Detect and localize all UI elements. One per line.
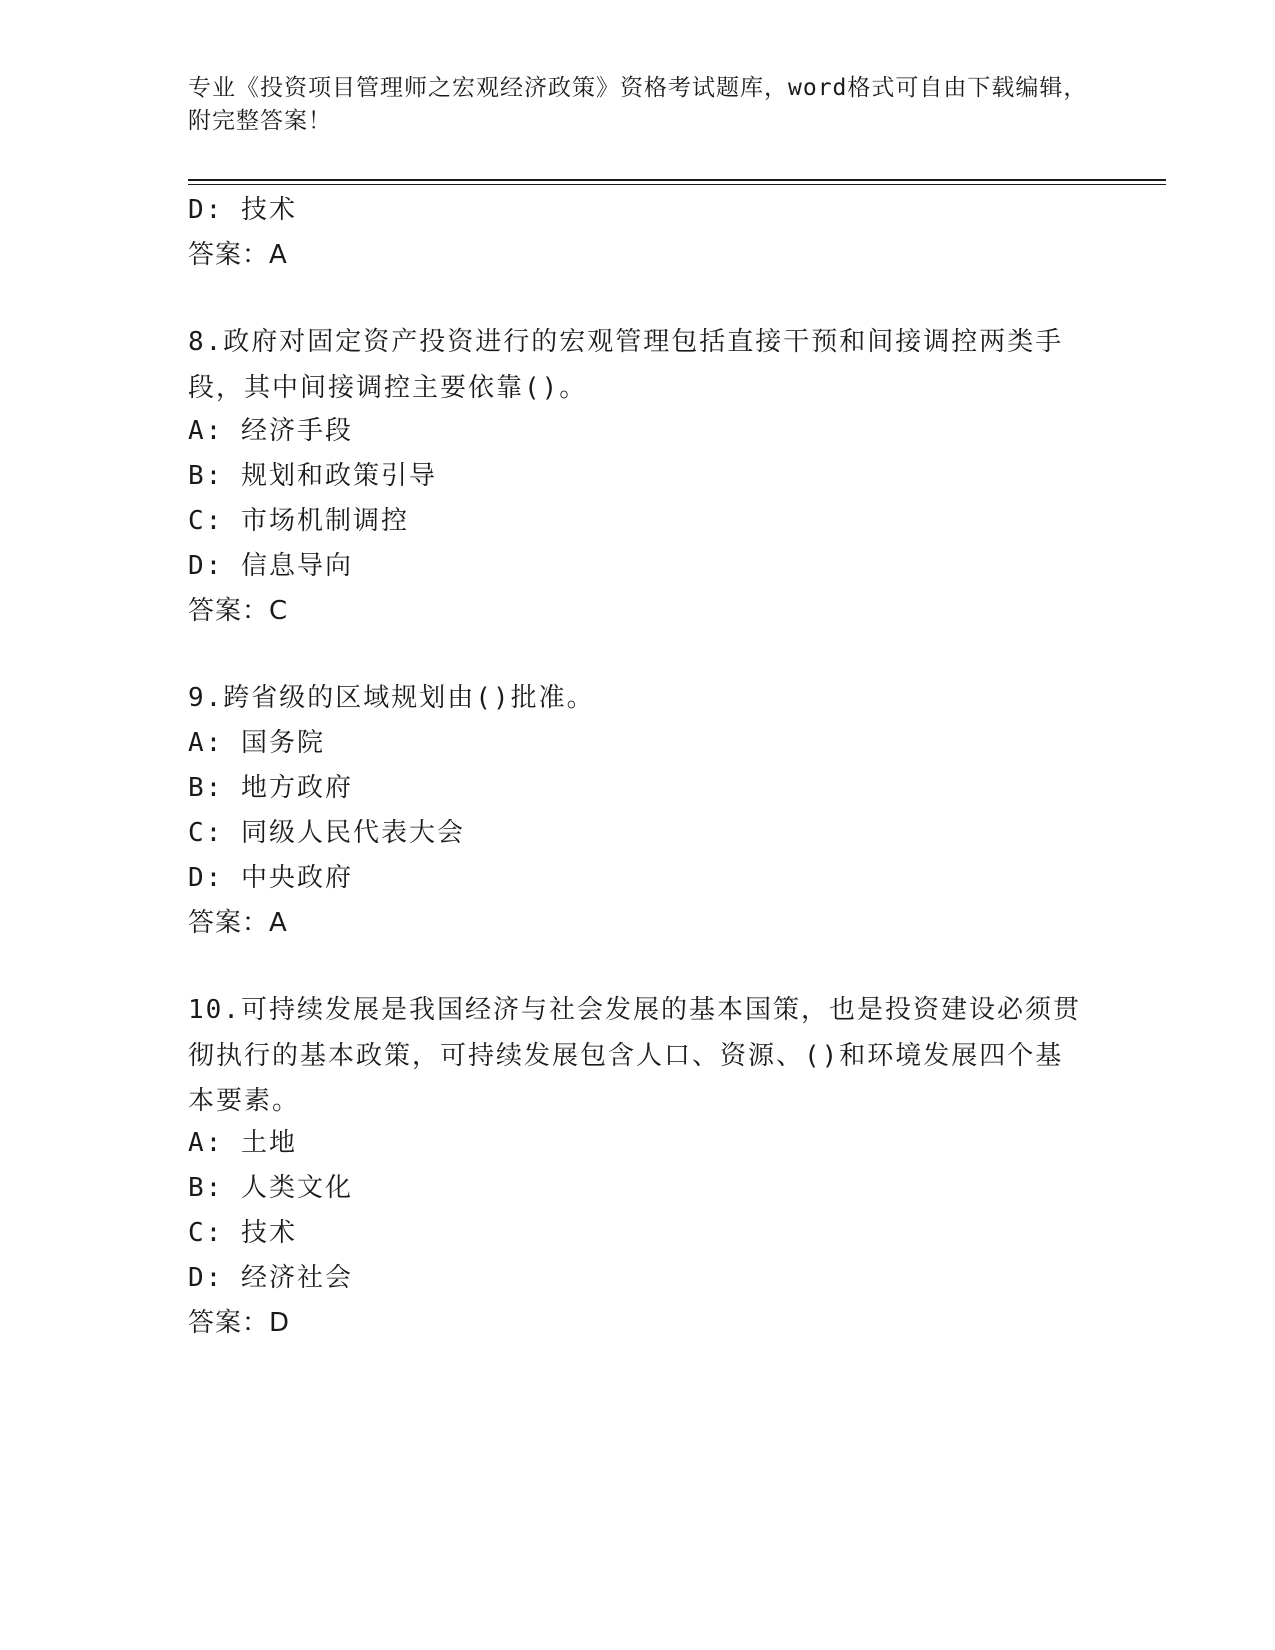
question-8-option-a: A: 经济手段	[188, 416, 353, 446]
question-9-answer: 答案：A	[188, 908, 288, 938]
question-8-stem: 8.政府对固定资产投资进行的宏观管理包括直接干预和间接调控两类手段，其中间接调控主要依靠()。	[188, 327, 1064, 403]
question-10-option-a: A: 土地	[188, 1128, 297, 1158]
page-header: 专业《投资项目管理师之宏观经济政策》资格考试题库，word格式可自由下载编辑，附完整答案！	[188, 75, 1088, 134]
header-rule-thick	[188, 179, 1166, 181]
question-10-stem: 10.可持续发展是我国经济与社会发展的基本国策，也是投资建设必须贯彻执行的基本政策，可持续发展包含人口、资源、()和环境发展四个基本要素。	[188, 995, 1081, 1116]
prev-answer: 答案：A	[188, 240, 288, 270]
question-8-option-b: B: 规划和政策引导	[188, 461, 437, 491]
question-8-option-c: C: 市场机制调控	[188, 506, 409, 536]
header-rule-thin	[188, 184, 1166, 185]
question-9-option-c: C: 同级人民代表大会	[188, 818, 465, 848]
question-8-answer: 答案：C	[188, 596, 289, 626]
question-9-stem: 9.跨省级的区域规划由()批准。	[188, 683, 595, 713]
question-10-option-d: D: 经济社会	[188, 1263, 353, 1293]
question-8-option-d: D: 信息导向	[188, 551, 353, 581]
prev-option-d: D: 技术	[188, 195, 297, 225]
question-10-option-b: B: 人类文化	[188, 1173, 353, 1203]
question-9-option-a: A: 国务院	[188, 728, 325, 758]
question-10-answer: 答案：D	[188, 1308, 291, 1338]
question-10-option-c: C: 技术	[188, 1218, 297, 1248]
question-9-option-b: B: 地方政府	[188, 773, 353, 803]
question-9-option-d: D: 中央政府	[188, 863, 353, 893]
